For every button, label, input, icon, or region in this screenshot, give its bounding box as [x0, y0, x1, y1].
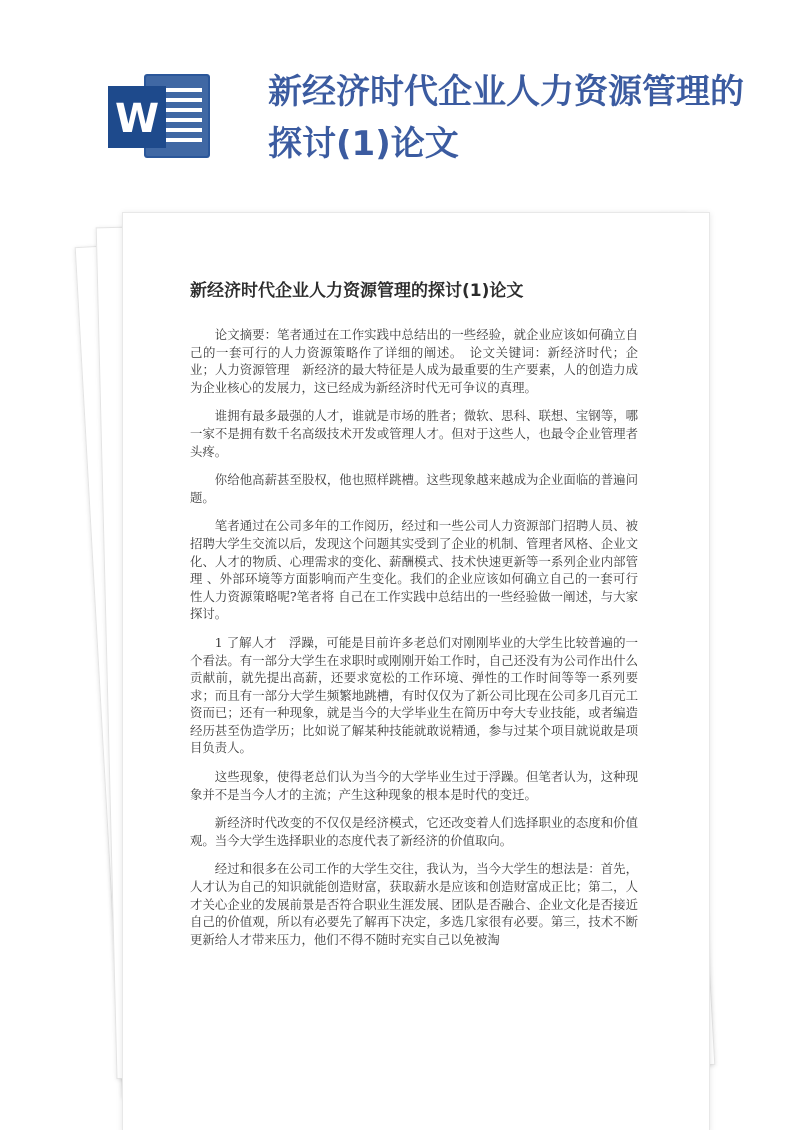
word-document-icon	[104, 70, 214, 162]
word-icon-letter: W	[114, 96, 160, 142]
paragraph: 经过和很多在公司工作的大学生交往，我认为，当今大学生的想法是：首先，人才认为自己的知识就能创造财富，获取薪水是应该和创造财富成正比；第二，人才关心企业的发展前景是否符合职业生涯发展、团队是否融合、企业文化是否接近自己的价值观，所以有必要先了解再下决定，多选几家很有必要。第三，技术不断更新给人才带来压力，他们不得不随时充实自己以免被淘	[190, 861, 638, 947]
paragraph: 笔者通过在公司多年的工作阅历，经过和一些公司人力资源部门招聘人员、被招聘大学生交流以后，发现这个问题其实受到了企业的机制、管理者风格、企业文化、人才的物质、心理需求的变化、薪酬模式、技术快速更新等一系列企业内部管理 、外部环境等方面影响而产生变化。我们的企业应该如何确立自己的一套可行性人力资源策略呢?笔者将 自己在工作实践中总结出的一些经验做一阐述，与大家探讨。	[190, 518, 638, 622]
paragraph-abstract: 论文摘要：笔者通过在工作实践中总结出的一些经验，就企业应该如何确立自己的一套可行的人力资源策略作了详细的阐述。 论文关键词：新经济时代；企业；人力资源管理 新经济的最大特征是人成为最重要的生产要素，人的创造力成为企业核心的发展力，这已经成为新经济时代无可争议的真理。	[190, 327, 638, 395]
document-body	[190, 326, 638, 1130]
paragraph: 这些现象，使得老总们认为当今的大学毕业生过于浮躁。但笔者认为，这种现象并不是当今人才的主流；产生这种现象的根本是时代的变迁。	[190, 769, 638, 802]
paragraph: 你给他高薪甚至股权，他也照样跳槽。这些现象越来越成为企业面临的普遍问题。	[190, 472, 638, 505]
page-title: 新经济时代企业人力资源管理的探讨(1)论文	[268, 72, 744, 164]
document-title: 新经济时代企业人力资源管理的探讨(1)论文	[190, 281, 524, 301]
paragraph: 1 了解人才 浮躁，可能是目前许多老总们对刚刚毕业的大学生比较普遍的一个看法。有一部分大学生在求职时或刚刚开始工作时，自己还没有为公司作出什么贡献前，就先提出高薪，还要求宽松的工作环境、弹性的工作时间等等一系列要求；而且有一部分大学生频繁地跳槽，有时仅仅为了新公司比现在公司多几百元工资而已；还有一种现象，就是当今的大学毕业生在简历中夸大专业技能，或者编造经历甚至伪造学历；比如说了解某种技能就敢说精通，参与过某个项目就说敢是项目负责人。	[190, 634, 638, 756]
paragraph: 新经济时代改变的不仅仅是经济模式，它还改变着人们选择职业的态度和价值观。当今大学生选择职业的态度代表了新经济的价值取向。	[190, 815, 638, 848]
paragraph: 谁拥有最多最强的人才，谁就是市场的胜者；微软、思科、联想、宝钢等，哪一家不是拥有数千名高级技术开发或管理人才。但对于这些人，也最令企业管理者头疼。	[190, 408, 638, 459]
header	[0, 0, 800, 200]
